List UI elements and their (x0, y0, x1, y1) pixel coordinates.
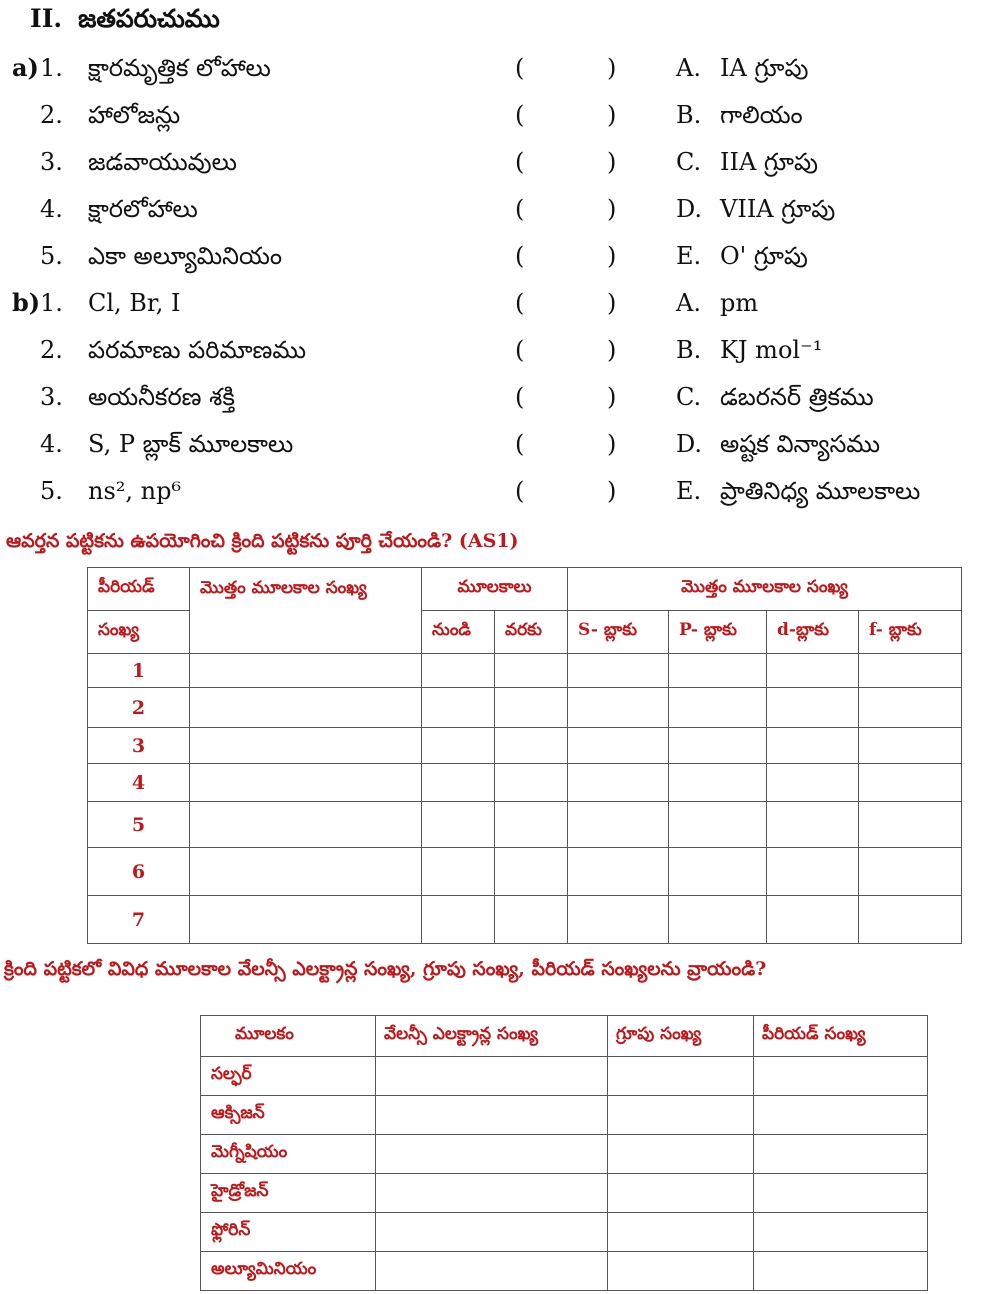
period-number: 7 (88, 896, 190, 944)
element-name: ఫ్లోరిన్ (201, 1213, 376, 1252)
option-text: VIIA గ్రూపు (720, 195, 836, 223)
blank-cell[interactable] (495, 848, 568, 896)
option-letter: B. (676, 101, 702, 129)
period-number: 2 (88, 688, 190, 728)
question-number: 3. (40, 148, 63, 176)
element-name: అల్యూమినియం (201, 1252, 376, 1291)
blank-cell[interactable] (754, 1213, 928, 1252)
header-s-block: S- బ్లాకు (568, 611, 669, 654)
match-row (0, 236, 1000, 276)
match-row (0, 48, 1000, 88)
option-letter: E. (676, 242, 702, 270)
question-number: 3. (40, 383, 63, 411)
blank-cell[interactable] (767, 688, 859, 728)
blank-cell[interactable] (568, 654, 669, 688)
question-number: 5. (40, 477, 63, 505)
header-p-block: P- బ్లాకు (669, 611, 767, 654)
question-number: 1. (40, 289, 63, 317)
blank-cell[interactable] (859, 728, 962, 764)
element-name: హైడ్రోజన్ (201, 1174, 376, 1213)
question-number: 5. (40, 242, 63, 270)
blank-cell[interactable] (767, 848, 859, 896)
option-letter: A. (676, 289, 701, 317)
blank-cell[interactable] (859, 654, 962, 688)
blank-cell[interactable] (568, 764, 669, 802)
blank-cell[interactable] (190, 728, 422, 764)
blank-cell[interactable] (422, 896, 495, 944)
table-row (201, 1135, 928, 1174)
blank-cell[interactable] (190, 654, 422, 688)
blank-cell[interactable] (669, 728, 767, 764)
answer-bracket-open: ( (515, 477, 525, 505)
blank-cell[interactable] (767, 896, 859, 944)
blank-cell[interactable] (669, 688, 767, 728)
table-row (201, 1174, 928, 1213)
header-to: వరకు (495, 611, 568, 654)
blank-cell[interactable] (568, 688, 669, 728)
section-title: జతపరుచుము (78, 4, 220, 33)
option-text: డబరనర్ త్రికము (720, 383, 874, 411)
blank-cell[interactable] (376, 1252, 608, 1291)
header-valence-electrons: వేలన్సీ ఎలక్ట్రాన్ల సంఖ్య (376, 1016, 608, 1057)
blank-cell[interactable] (767, 802, 859, 848)
match-row (0, 424, 1000, 464)
table-row (88, 764, 962, 802)
blank-cell[interactable] (754, 1135, 928, 1174)
header-period: పీరియడ్ (88, 568, 190, 611)
answer-bracket-close: ) (607, 336, 617, 364)
blank-cell[interactable] (568, 896, 669, 944)
table-row (201, 1096, 928, 1135)
section-label: a) (12, 53, 39, 82)
periodic-table-worksheet (87, 567, 962, 944)
header-elements: మూలకాలు (422, 568, 568, 611)
blank-cell[interactable] (859, 764, 962, 802)
header-d-block: d-బ్లాకు (767, 611, 859, 654)
blank-cell[interactable] (669, 802, 767, 848)
answer-bracket-close: ) (607, 383, 617, 411)
blank-cell[interactable] (568, 802, 669, 848)
blank-cell[interactable] (767, 764, 859, 802)
element-name: మెగ్నీషియం (201, 1135, 376, 1174)
answer-bracket-open: ( (515, 336, 525, 364)
table-row (201, 1213, 928, 1252)
period-number: 5 (88, 802, 190, 848)
blank-cell[interactable] (422, 802, 495, 848)
blank-cell[interactable] (669, 654, 767, 688)
blank-cell[interactable] (669, 896, 767, 944)
blank-cell[interactable] (859, 802, 962, 848)
match-row (0, 330, 1000, 370)
option-letter: C. (676, 383, 702, 411)
table-row (88, 654, 962, 688)
section-label: b) (12, 288, 41, 317)
table-row (88, 802, 962, 848)
question-text: ఎకా అల్యూమినియం (88, 242, 283, 270)
match-row (0, 189, 1000, 229)
blank-cell[interactable] (495, 654, 568, 688)
blank-cell[interactable] (767, 728, 859, 764)
match-row (0, 471, 1000, 511)
blank-cell[interactable] (190, 848, 422, 896)
blank-cell[interactable] (568, 728, 669, 764)
blank-cell[interactable] (669, 764, 767, 802)
answer-bracket-open: ( (515, 430, 525, 458)
blank-cell[interactable] (190, 688, 422, 728)
answer-bracket-close: ) (607, 242, 617, 270)
option-letter: B. (676, 336, 702, 364)
match-row (0, 283, 1000, 323)
blank-cell[interactable] (376, 1174, 608, 1213)
answer-bracket-open: ( (515, 101, 525, 129)
answer-bracket-close: ) (607, 195, 617, 223)
element-name: సల్ఫర్ (201, 1057, 376, 1096)
blank-cell[interactable] (608, 1213, 754, 1252)
blank-cell[interactable] (190, 896, 422, 944)
option-text: KJ mol⁻¹ (720, 336, 823, 364)
question-text: Cl, Br, I (88, 289, 181, 317)
blank-cell[interactable] (495, 728, 568, 764)
blank-cell[interactable] (376, 1096, 608, 1135)
blank-cell[interactable] (190, 802, 422, 848)
question-text: జడవాయువులు (88, 148, 237, 176)
option-text: గాలియం (720, 101, 803, 129)
option-letter: E. (676, 477, 702, 505)
header-group-number: గ్రూపు సంఖ్య (608, 1016, 754, 1057)
blank-cell[interactable] (495, 802, 568, 848)
question-text: పరమాణు పరిమాణము (88, 336, 307, 364)
header-f-block: f- బ్లాకు (859, 611, 962, 654)
blank-cell[interactable] (422, 728, 495, 764)
header-total-elements-blocks: మొత్తం మూలకాల సంఖ్య (568, 568, 962, 611)
question-text: క్షారమృత్తిక లోహాలు (88, 54, 271, 82)
question-text: ns², np⁶ (88, 477, 182, 505)
answer-bracket-open: ( (515, 383, 525, 411)
blank-cell[interactable] (754, 1252, 928, 1291)
question-text: S, P బ్లాక్ మూలకాలు (88, 430, 294, 458)
instruction-valence-table: క్రింది పట్టికలో వివిధ మూలకాల వేలన్సీ ఎలక్ట్రాన్ల సంఖ్య, గ్రూపు సంఖ్య, పీరియడ్ సంఖ్యలను వ్రాయండి? (4, 958, 767, 980)
question-text: హాలోజన్లు (88, 101, 181, 129)
blank-cell[interactable] (376, 1057, 608, 1096)
blank-cell[interactable] (376, 1135, 608, 1174)
answer-bracket-open: ( (515, 54, 525, 82)
period-number: 4 (88, 764, 190, 802)
answer-bracket-close: ) (607, 148, 617, 176)
answer-bracket-close: ) (607, 289, 617, 317)
blank-cell[interactable] (754, 1174, 928, 1213)
answer-bracket-close: ) (607, 430, 617, 458)
answer-bracket-open: ( (515, 148, 525, 176)
question-number: 2. (40, 336, 63, 364)
valence-worksheet (200, 1015, 928, 1291)
table-row (201, 1057, 928, 1096)
question-text: అయనీకరణ శక్తి (88, 383, 235, 411)
question-number: 4. (40, 195, 63, 223)
blank-cell[interactable] (608, 1057, 754, 1096)
answer-bracket-close: ) (607, 101, 617, 129)
option-text: IIA గ్రూపు (720, 148, 818, 176)
blank-cell[interactable] (669, 848, 767, 896)
question-number: 2. (40, 101, 63, 129)
blank-cell[interactable] (754, 1057, 928, 1096)
answer-bracket-close: ) (607, 54, 617, 82)
blank-cell[interactable] (422, 848, 495, 896)
question-number: 1. (40, 54, 63, 82)
section-heading (30, 4, 220, 40)
blank-cell[interactable] (568, 848, 669, 896)
blank-cell[interactable] (608, 1252, 754, 1291)
header-period-number-2: పీరియడ్ సంఖ్య (754, 1016, 928, 1057)
answer-bracket-close: ) (607, 477, 617, 505)
option-letter: A. (676, 54, 701, 82)
header-element: మూలకం (201, 1016, 376, 1057)
blank-cell[interactable] (422, 764, 495, 802)
answer-bracket-open: ( (515, 242, 525, 270)
answer-bracket-open: ( (515, 289, 525, 317)
table-row (88, 896, 962, 944)
period-number: 6 (88, 848, 190, 896)
blank-cell[interactable] (608, 1135, 754, 1174)
blank-cell[interactable] (608, 1174, 754, 1213)
table-row (201, 1252, 928, 1291)
question-number: 4. (40, 430, 63, 458)
blank-cell[interactable] (767, 654, 859, 688)
blank-cell[interactable] (376, 1213, 608, 1252)
option-text: IA గ్రూపు (720, 54, 809, 82)
match-row (0, 142, 1000, 182)
match-row (0, 377, 1000, 417)
table-row (88, 728, 962, 764)
option-letter: C. (676, 148, 702, 176)
blank-cell[interactable] (422, 654, 495, 688)
header-period-number: సంఖ్య (88, 611, 190, 654)
option-text: అష్టక విన్యాసము (720, 430, 881, 458)
element-name: ఆక్సిజన్ (201, 1096, 376, 1135)
option-text: O' గ్రూపు (720, 242, 808, 270)
option-letter: D. (676, 195, 703, 223)
option-text: pm (720, 289, 759, 317)
blank-cell[interactable] (190, 764, 422, 802)
match-row (0, 95, 1000, 135)
blank-cell[interactable] (422, 688, 495, 728)
blank-cell[interactable] (859, 896, 962, 944)
option-text: ప్రాతినిధ్య మూలకాలు (720, 477, 921, 505)
header-total-elements: మొత్తం మూలకాల సంఖ్య (190, 568, 422, 654)
table-row (88, 688, 962, 728)
section-number: II. (30, 4, 63, 33)
blank-cell[interactable] (495, 896, 568, 944)
blank-cell[interactable] (859, 688, 962, 728)
table-row (88, 848, 962, 896)
period-number: 1 (88, 654, 190, 688)
blank-cell[interactable] (495, 764, 568, 802)
blank-cell[interactable] (754, 1096, 928, 1135)
answer-bracket-open: ( (515, 195, 525, 223)
blank-cell[interactable] (608, 1096, 754, 1135)
option-letter: D. (676, 430, 703, 458)
period-number: 3 (88, 728, 190, 764)
blank-cell[interactable] (495, 688, 568, 728)
question-text: క్షారలోహాలు (88, 195, 198, 223)
blank-cell[interactable] (859, 848, 962, 896)
instruction-periodic-table: ఆవర్తన పట్టికను ఉపయోగించి క్రింది పట్టికను పూర్తి చేయండి? (AS1) (6, 530, 519, 552)
header-from: నుండి (422, 611, 495, 654)
